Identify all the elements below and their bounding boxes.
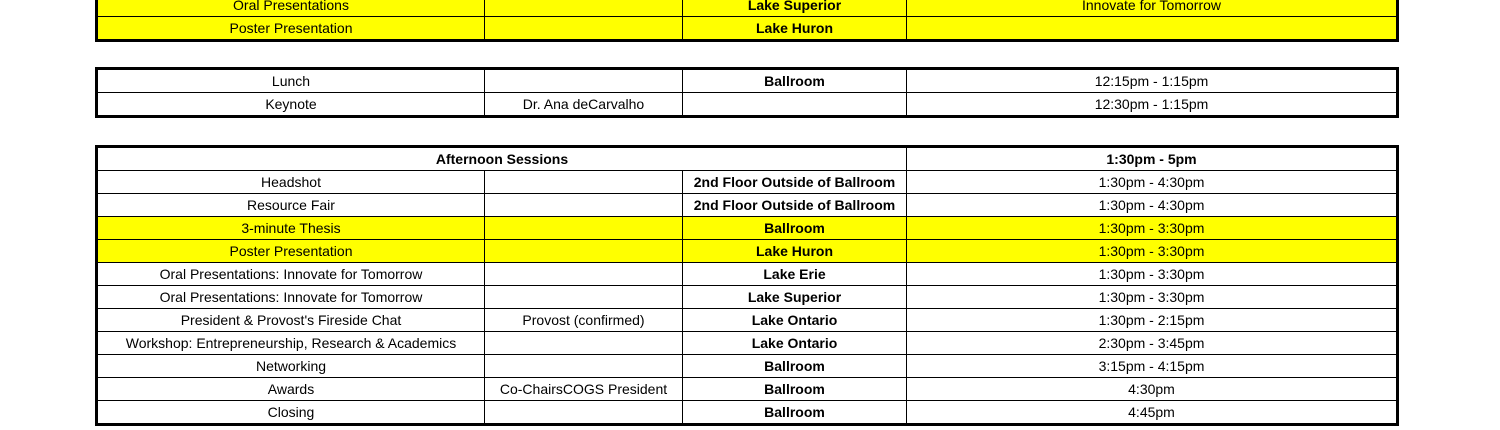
speaker-cell: [485, 355, 683, 378]
speaker-cell: Provost (confirmed): [485, 309, 683, 332]
schedule-row: [97, 355, 1398, 378]
schedule-row: [97, 401, 1398, 425]
event-cell: Awards: [97, 378, 485, 401]
event-cell: Poster Presentation: [97, 240, 485, 263]
location-cell: [683, 93, 907, 117]
afternoon-header-time: 1:30pm - 5pm: [907, 147, 1398, 171]
time-cell: 1:30pm - 3:30pm: [907, 263, 1398, 286]
time-cell: Innovate for Tomorrow: [907, 0, 1398, 17]
speaker-cell: [485, 401, 683, 425]
schedule-row: [97, 171, 1398, 194]
time-cell: 1:30pm - 3:30pm: [907, 240, 1398, 263]
event-cell: Poster Presentation: [97, 17, 485, 41]
location-cell: 2nd Floor Outside of Ballroom: [683, 194, 907, 217]
location-cell: Ballroom: [683, 355, 907, 378]
speaker-cell: Co-ChairsCOGS President: [485, 378, 683, 401]
time-cell: [907, 17, 1398, 41]
event-cell: Resource Fair: [97, 194, 485, 217]
location-cell: Lake Superior: [683, 286, 907, 309]
time-cell: 1:30pm - 3:30pm: [907, 286, 1398, 309]
speaker-cell: [485, 17, 683, 41]
event-cell: Workshop: Entrepreneurship, Research & Academics: [97, 332, 485, 355]
event-cell: Oral Presentations: [97, 0, 485, 17]
schedule-row: [97, 309, 1398, 332]
midday-sessions-table: [95, 67, 1399, 118]
location-cell: Ballroom: [683, 69, 907, 93]
location-cell: Lake Ontario: [683, 309, 907, 332]
event-cell: Networking: [97, 355, 485, 378]
event-cell: President & Provost's Fireside Chat: [97, 309, 485, 332]
morning-sessions-table: [95, 0, 1399, 42]
speaker-cell: [485, 286, 683, 309]
midday-sessions-body: [97, 69, 1398, 117]
afternoon-header-row: [97, 147, 1398, 171]
schedule-row: [97, 263, 1398, 286]
time-cell: 4:30pm: [907, 378, 1398, 401]
morning-sessions-body: [97, 0, 1398, 41]
schedule-row: [97, 332, 1398, 355]
speaker-cell: [485, 171, 683, 194]
schedule-row: [97, 17, 1398, 41]
event-cell: Oral Presentations: Innovate for Tomorrow: [97, 286, 485, 309]
event-cell: Lunch: [97, 69, 485, 93]
event-cell: Keynote: [97, 93, 485, 117]
time-cell: 1:30pm - 4:30pm: [907, 194, 1398, 217]
speaker-cell: [485, 263, 683, 286]
location-cell: Lake Huron: [683, 17, 907, 41]
location-cell: Lake Superior: [683, 0, 907, 17]
time-cell: 1:30pm - 3:30pm: [907, 217, 1398, 240]
schedule-row: [97, 194, 1398, 217]
afternoon-sessions-table: [95, 145, 1399, 426]
event-cell: 3-minute Thesis: [97, 217, 485, 240]
afternoon-header-title: Afternoon Sessions: [97, 147, 907, 171]
time-cell: 1:30pm - 4:30pm: [907, 171, 1398, 194]
time-cell: 12:30pm - 1:15pm: [907, 93, 1398, 117]
speaker-cell: [485, 194, 683, 217]
speaker-cell: [485, 240, 683, 263]
location-cell: 2nd Floor Outside of Ballroom: [683, 171, 907, 194]
schedule-row: [97, 69, 1398, 93]
schedule-row: [97, 217, 1398, 240]
time-cell: 1:30pm - 2:15pm: [907, 309, 1398, 332]
location-cell: Ballroom: [683, 378, 907, 401]
location-cell: Lake Ontario: [683, 332, 907, 355]
schedule-row: [97, 240, 1398, 263]
speaker-cell: Dr. Ana deCarvalho: [485, 93, 683, 117]
time-cell: 3:15pm - 4:15pm: [907, 355, 1398, 378]
time-cell: 4:45pm: [907, 401, 1398, 425]
speaker-cell: [485, 217, 683, 240]
speaker-cell: [485, 0, 683, 17]
location-cell: Lake Huron: [683, 240, 907, 263]
schedule-row: [97, 93, 1398, 117]
location-cell: Ballroom: [683, 401, 907, 425]
schedule-row: [97, 378, 1398, 401]
speaker-cell: [485, 69, 683, 93]
event-cell: Closing: [97, 401, 485, 425]
event-cell: Headshot: [97, 171, 485, 194]
time-cell: 2:30pm - 3:45pm: [907, 332, 1398, 355]
time-cell: 12:15pm - 1:15pm: [907, 69, 1398, 93]
afternoon-sessions-body: [97, 147, 1398, 425]
location-cell: Ballroom: [683, 217, 907, 240]
schedule-row: [97, 286, 1398, 309]
schedule-row: [97, 0, 1398, 17]
location-cell: Lake Erie: [683, 263, 907, 286]
speaker-cell: [485, 332, 683, 355]
event-cell: Oral Presentations: Innovate for Tomorrow: [97, 263, 485, 286]
